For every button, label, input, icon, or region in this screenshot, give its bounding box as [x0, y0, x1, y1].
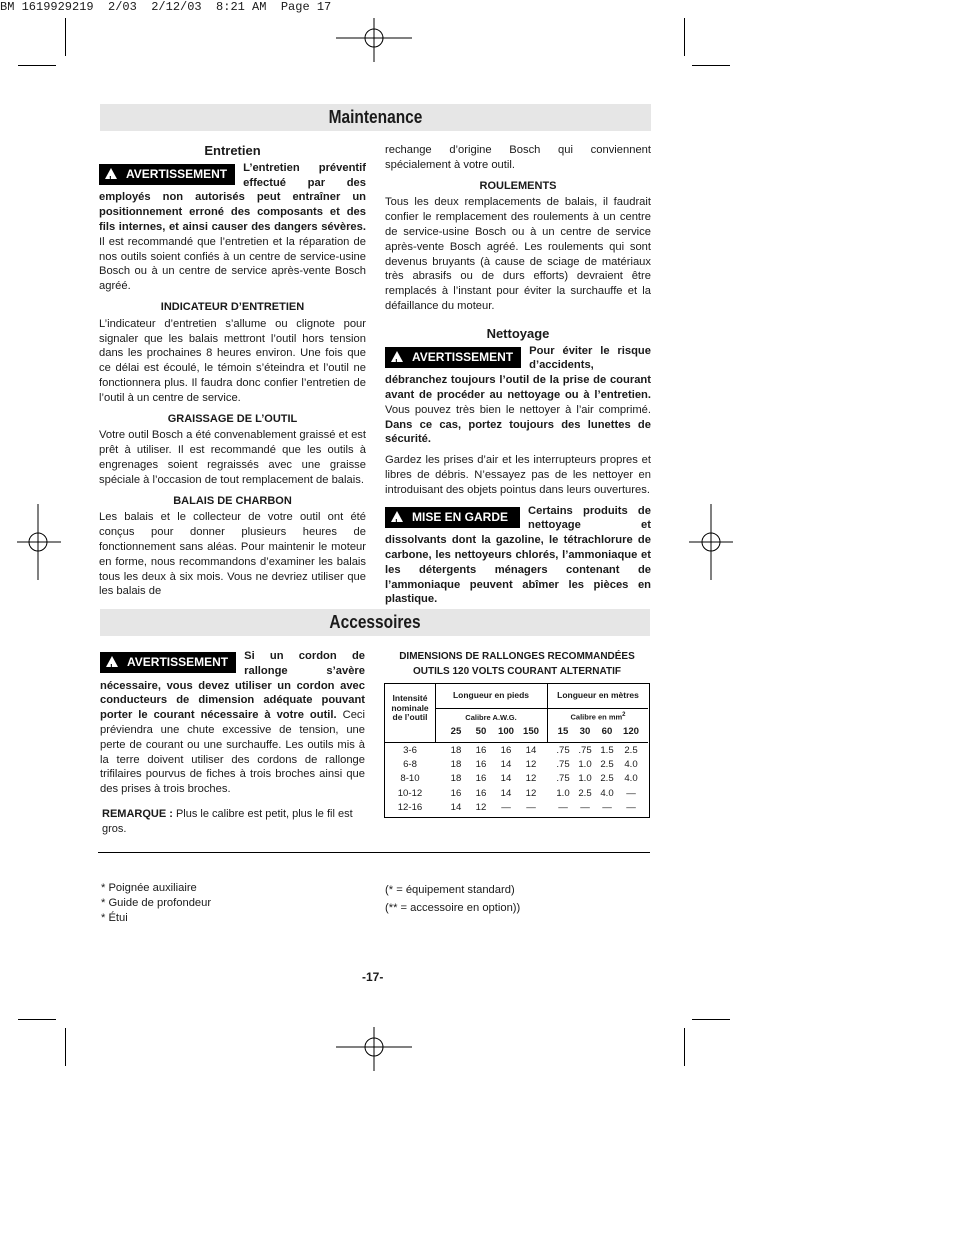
meter-cell: — [626, 801, 636, 813]
meter-column-header: 30 [579, 726, 591, 737]
meter-cell: 4.0 [624, 773, 638, 785]
rating-cell: 12-16 [397, 801, 423, 813]
nettoyage-paragraph-2: Gardez les prises d’air et les interrupteurs propres et libres de débris. N’essayez pas de les nettoyer en introduisant des objets pointus dans leurs ouvertures. [385, 454, 651, 496]
registration-mark-left [17, 504, 61, 580]
table-title [384, 650, 650, 679]
feet-cell: 12 [525, 787, 537, 799]
extension-cord-table [384, 683, 650, 818]
feet-cell: 12 [525, 773, 537, 785]
graissage-title: GRAISSAGE DE L’OUTIL [167, 412, 298, 425]
meter-cell: 2.5 [600, 759, 614, 771]
nettoyage-title: Nettoyage [486, 325, 550, 341]
nettoyage-paragraph: !AVERTISSEMENT Pour éviter le risque d’accidents, débranchez toujours l’outil de la prise de courant avant de procéder au nettoyage ou à l’entretien. Vous pouvez très bien le nettoyer à l’air comprimé. Dans ce cas, portez toujours des lunettes de sécurité. [385, 344, 651, 448]
awg-header: Calibre A.W.G. [465, 713, 517, 722]
crop-mark [684, 18, 685, 56]
feet-cell: 14 [500, 759, 512, 771]
table-title-line-2: OUTILS 120 VOLTS COURANT ALTERNATIF [413, 665, 621, 677]
meters-header: Longueur en mètres [557, 690, 639, 700]
feet-column-header: 25 [450, 726, 462, 737]
registration-mark-bottom [336, 1027, 412, 1071]
warning-badge: !AVERTISSEMENT [100, 652, 236, 673]
legend-optional: (** = accessoire en option)) [385, 902, 521, 914]
meter-cell: .75 [556, 745, 570, 756]
feet-cell: 16 [475, 773, 487, 785]
rating-cell: 6-8 [403, 759, 417, 771]
indicateur-title: INDICATEUR D’ENTRETIEN [160, 300, 305, 313]
feet-cell: 16 [475, 787, 487, 799]
meter-cell: 1.0 [556, 787, 570, 799]
feet-cell: — [526, 801, 536, 813]
graissage-paragraph: Votre outil Bosch a été convenablement graissé et est prêt à utiliser. Il est recommandé que les outils à engrenages soient regraissés avec une graisse spéciale à l’occasion de tout remplacement de balais. [99, 429, 366, 486]
meter-cell: .75 [578, 745, 592, 756]
crop-mark [65, 18, 66, 56]
warning-badge: !AVERTISSEMENT [99, 164, 235, 185]
mm-header: Calibre en $mm^2$ [570, 712, 626, 722]
meter-cell: 4.0 [624, 759, 638, 771]
warning-badge: !AVERTISSEMENT [385, 347, 521, 368]
meter-cell: 1.5 [600, 745, 614, 756]
legend-standard: (* = équipement standard) [385, 884, 515, 896]
accessoires-left-column [100, 649, 365, 837]
rating-header: Intensité nominale de l’outil [391, 693, 429, 722]
rating-cell: 3-6 [403, 745, 417, 756]
accessoires-warning-paragraph: !AVERTISSEMENT Si un cordon de rallonge s’avère nécessaire, vous devez utiliser un cordon avec conducteurs de dimension adéquate pouvant porter le courant nécessaire à votre outil. Ceci préviendra une chute excessive de tension, une perte de courant ou une surchauffe. Les outils mis à la terre doivent utiliser des cordons de rallonge trifilaires pourvus de fiches à trois broches ainsi que des prises à trois broches. [100, 649, 365, 797]
meter-column-header: 60 [601, 726, 613, 737]
meter-cell: 2.5 [578, 787, 592, 799]
feet-cell: 18 [450, 745, 462, 756]
crop-mark [18, 1019, 56, 1020]
meter-cell: — [626, 787, 636, 799]
meter-cell: 1.0 [578, 759, 592, 771]
feet-column-header: 50 [475, 726, 487, 737]
feet-cell: 16 [500, 745, 512, 756]
feet-cell: 14 [450, 801, 462, 813]
table-divider [385, 742, 648, 743]
warning-triangle-icon [106, 656, 118, 667]
feet-column-header: 150 [522, 726, 539, 737]
meter-cell: — [558, 801, 568, 813]
warning-triangle-icon [391, 351, 403, 362]
roulements-title: ROULEMENTS [479, 179, 557, 192]
warning-triangle-icon [105, 168, 117, 179]
print-slug: BM 1619929219 2/03 2/12/03 8:21 AM Page 17 [0, 0, 332, 14]
feet-cell: 12 [525, 759, 537, 771]
entretien-title: Entretien [204, 143, 261, 158]
accessory-item: * Étui [101, 912, 128, 924]
remarque-note: REMARQUE : Plus le calibre est petit, plus le fil est gros. [102, 807, 353, 835]
crop-mark [684, 1028, 685, 1066]
feet-cell: — [501, 801, 511, 813]
feet-cell: 12 [475, 801, 487, 813]
registration-mark-right [689, 504, 733, 580]
balais-continued: rechange d’origine Bosch qui conviennent spécialement à votre outil. [385, 144, 651, 171]
crop-mark [692, 65, 730, 66]
caution-triangle-icon [391, 511, 403, 522]
meter-cell: .75 [556, 759, 570, 771]
roulements-paragraph: Tous les deux remplacements de balais, il faudrait confier le remplacement des roulements à un centre de service-usine Bosch ou à un centre de service après-vente Bosch agréé. Les roulements qui sont devenus bruyants (à cause de sciage de matériaux très abrasifs ou de durs efforts) devraient être remplacés à l’instant pour éviter la surchauffe et la défaillance du moteur. [385, 196, 651, 312]
feet-cell: 16 [475, 759, 487, 771]
balais-paragraph: Les balais et le collecteur de votre outil ont été conçus pour donner plusieurs heures de fonctionnement sans aléas. Pour maintenir le moteur en forme, nous recommandons d’examiner les balais tous les deux à six mois. Vous ne devriez utiliser que les balais de [99, 511, 366, 598]
meter-cell: — [580, 801, 590, 813]
feet-cell: 18 [450, 759, 462, 771]
meter-cell: .75 [556, 773, 570, 785]
meter-cell: 4.0 [600, 787, 614, 799]
registration-mark-top [336, 18, 412, 62]
table-title-line-1: DIMENSIONS DE RALLONGES RECOMMANDÉES [399, 651, 635, 662]
accessory-list [101, 881, 211, 926]
feet-cell: 14 [500, 787, 512, 799]
rating-cell: 8-10 [400, 773, 420, 785]
feet-cell: 14 [500, 773, 512, 785]
meter-cell: — [602, 801, 612, 813]
balais-title: BALAIS DE CHARBON [173, 494, 292, 507]
meter-column-header: 120 [622, 726, 639, 737]
accessoires-heading: Accessoires [100, 609, 650, 636]
crop-mark [18, 65, 56, 66]
meter-column-header: 15 [557, 726, 569, 737]
caution-paragraph: !MISE EN GARDE Certains produits de nettoyage et dissolvants dont la gazoline, le tétrachlorure de carbone, les nettoyeurs chlorés, l’ammoniaque et les détergents ménagers contenant de l’ammoniaque peuvent abîmer les pièces en plastique. [385, 504, 651, 608]
meter-cell: 1.0 [578, 773, 592, 785]
entretien-paragraph: !AVERTISSEMENT L’entretien préventif effectué par des employés non autorisés peut entraîner un positionnement erroné des composants et des fils internes, et ainsi causer des dangers sévères. Il est recommandé que l’entretien et la réparation de nos outils soient confiés à un centre de service-usine Bosch ou à un centre de service après-vente Bosch agréé. [99, 161, 366, 294]
feet-cell: 16 [450, 787, 462, 799]
caution-badge: !MISE EN GARDE [385, 507, 520, 528]
accessory-item: * Guide de profondeur [101, 897, 212, 909]
crop-mark [65, 1028, 66, 1066]
accessory-legend [385, 881, 520, 917]
meter-cell: 2.5 [600, 773, 614, 785]
accessory-item: * Poignée auxiliaire [101, 882, 197, 894]
section-rule [98, 852, 650, 853]
maintenance-left-column [99, 144, 366, 599]
feet-cell: 14 [525, 745, 537, 756]
feet-column-header: 100 [497, 726, 514, 737]
maintenance-right-column [385, 143, 651, 607]
crop-mark [692, 1019, 730, 1020]
indicateur-paragraph: L’indicateur d’entretien s’allume ou clignote pour signaler que les balais mettront l’outil hors tension dans les prochaines 8 heures environ. Une fois que ce délai est écoulé, le témoin s’éteindra et l’outil ne fonctionnera plus. Il faudra donc confier l’entretien de l’outil à un centre de service. [99, 317, 366, 404]
feet-header: Longueur en pieds [452, 690, 530, 700]
meter-cell: 2.5 [624, 745, 638, 756]
maintenance-heading: Maintenance [100, 104, 651, 131]
feet-cell: 18 [450, 773, 462, 785]
feet-cell: 16 [475, 745, 487, 756]
rating-cell: 10-12 [397, 787, 423, 799]
page-number: -17- [362, 970, 384, 984]
table-divider [435, 708, 648, 709]
